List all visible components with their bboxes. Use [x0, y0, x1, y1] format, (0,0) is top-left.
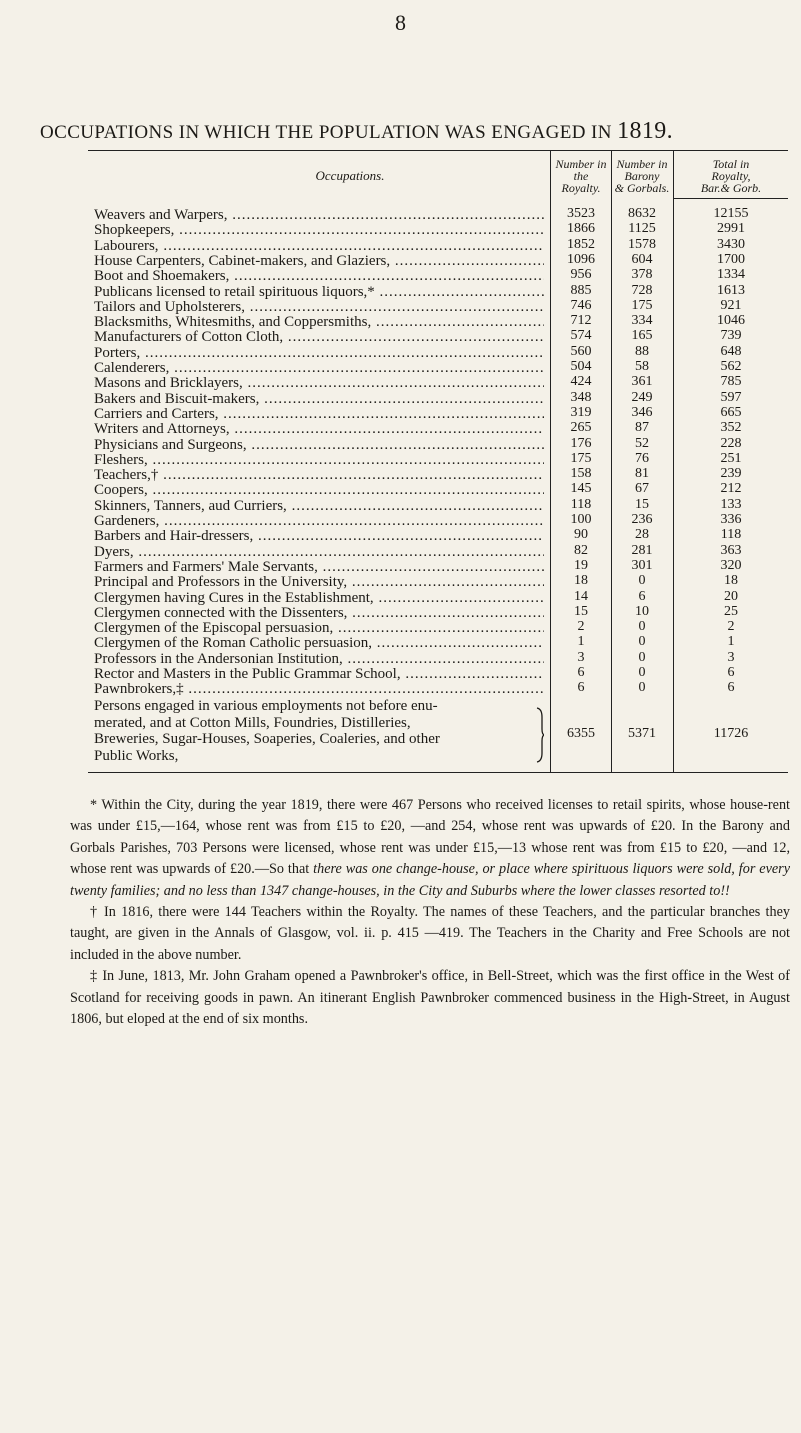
occupation-label: Publicans licensed to retail spirituous liquors,* ..... — [94, 283, 544, 301]
last-row-total: 11726 — [713, 726, 749, 741]
barony-value: 0 — [638, 573, 646, 589]
barony-value: 334 — [631, 313, 653, 329]
barony-value: 87 — [635, 420, 649, 436]
barony-value: 728 — [631, 282, 653, 298]
total-value: 6 — [727, 665, 735, 680]
barony-value: 6 — [638, 588, 646, 604]
footnotes — [70, 795, 790, 1030]
barony-value: 88 — [635, 343, 649, 359]
royalty-value: 1 — [577, 634, 585, 650]
barony-value: 0 — [638, 634, 646, 650]
total-value: 665 — [720, 404, 742, 420]
total-value: 1 — [727, 634, 735, 650]
header-barony-line: & Gorbals. — [614, 181, 670, 195]
footnote-dagger: † In 1816, there were 144 Teachers within the Royalty. The names of these Teachers, and the particular branches they taught, are given in the Annals of Glasgow, vol. ii. p. 415 —419. The Teachers in the Charity and Free Schools are not included in the above number. — [70, 904, 790, 963]
royalty-value: 504 — [570, 359, 592, 374]
total-value: 921 — [720, 297, 742, 313]
occupation-label: Manufacturers of Cotton Cloth, ..... — [94, 328, 544, 346]
royalty-value: 118 — [570, 496, 592, 512]
total-value: 648 — [720, 343, 742, 359]
barony-value: 76 — [635, 450, 649, 466]
title-text: OCCUPATIONS IN WHICH THE POPULATION WAS ENGAGED IN — [40, 122, 618, 143]
barony-value: 1125 — [628, 221, 656, 237]
total-value: 12155 — [713, 206, 749, 221]
occupation-label: Teachers,† ..... — [94, 466, 544, 484]
total-value: 785 — [720, 374, 742, 390]
occupation-label: Tailors and Upholsterers, ..... — [94, 298, 544, 316]
royalty-value: 348 — [570, 389, 592, 405]
occupation-label: Rector and Masters in the Public Grammar School, ..... — [94, 665, 544, 683]
occupation-label: Coopers, ..... — [94, 481, 544, 499]
total-value: 118 — [720, 527, 742, 543]
barony-value: 346 — [631, 404, 653, 420]
barony-value: 8632 — [628, 206, 656, 221]
barony-value: 0 — [638, 649, 646, 665]
occupation-label: Farmers and Farmers' Male Servants, ..... — [94, 558, 544, 576]
occupation-label: Carriers and Carters, ..... — [94, 405, 544, 423]
header-total-line: Total in — [712, 157, 750, 171]
royalty-value: 18 — [574, 573, 588, 589]
barony-value: 28 — [635, 527, 649, 543]
footnote-star-italic: there was one change-house, or place where spirituous liquors were sold, for every twenty families; and no less than 1347 change-houses, in the City and Suburbs where the lower classes resorted to!! — [70, 861, 790, 899]
page-title — [40, 118, 780, 145]
table-bottom-rule — [88, 772, 788, 773]
royalty-value: 424 — [570, 374, 592, 390]
occupation-label: Writers and Attorneys, ..... — [94, 420, 544, 438]
barony-value: 0 — [638, 665, 646, 680]
barony-value: 0 — [638, 619, 646, 635]
occupation-label: Professors in the Andersonian Institution, ..... — [94, 650, 544, 668]
royalty-value: 158 — [570, 466, 592, 482]
occupation-label: Masons and Bricklayers, ..... — [94, 374, 544, 392]
barony-value: 604 — [631, 251, 653, 267]
header-rule — [673, 198, 788, 199]
total-value: 3430 — [717, 236, 745, 252]
royalty-value: 319 — [570, 404, 592, 420]
title-year: 1819. — [617, 118, 674, 144]
total-value: 18 — [724, 573, 738, 589]
total-value: 320 — [720, 557, 742, 573]
royalty-value: 14 — [574, 588, 588, 604]
total-value: 239 — [720, 466, 742, 482]
total-value: 251 — [720, 450, 742, 466]
barony-value: 52 — [635, 435, 649, 451]
header-barony — [612, 158, 672, 194]
occupation-label: Clergymen having Cures in the Establishment, ..... — [94, 589, 544, 607]
last-row-barony: 5371 — [628, 726, 656, 741]
total-value: 6 — [727, 680, 735, 696]
occupation-label: Barbers and Hair-dressers, ..... — [94, 527, 544, 545]
header-occupations: Occupations. — [315, 168, 385, 183]
royalty-value: 82 — [574, 542, 588, 558]
royalty-value: 956 — [570, 267, 592, 283]
royalty-value: 885 — [570, 282, 592, 298]
occupation-label: Pawnbrokers,‡ ..... — [94, 680, 544, 698]
last-row-line: Breweries, Sugar-Houses, Soaperies, Coaleries, and other — [94, 731, 440, 747]
total-value: 2991 — [717, 221, 745, 237]
occupation-label: Principal and Professors in the University, ..... — [94, 573, 544, 591]
total-value: 212 — [720, 481, 742, 497]
occupation-label: Boot and Shoemakers, ..... — [94, 267, 544, 285]
header-royalty — [551, 158, 611, 194]
total-value: 597 — [720, 389, 742, 405]
royalty-value: 6 — [577, 680, 585, 696]
total-value: 1046 — [717, 313, 745, 329]
royalty-value: 1866 — [567, 221, 595, 237]
barony-value: 81 — [635, 466, 649, 482]
total-value: 25 — [724, 603, 738, 619]
occupation-label: Fleshers, ..... — [94, 451, 544, 469]
royalty-value: 100 — [570, 512, 592, 527]
royalty-value: 145 — [570, 481, 592, 497]
header-total-line: Bar.& Gorb. — [700, 181, 762, 195]
royalty-value: 3523 — [567, 206, 595, 221]
occupation-label: Calenderers, ..... — [94, 359, 544, 377]
total-value: 363 — [720, 542, 742, 558]
page-number: 8 — [395, 10, 406, 35]
royalty-value: 574 — [570, 328, 592, 344]
royalty-value: 176 — [570, 435, 592, 451]
occupation-label: Blacksmiths, Whitesmiths, and Coppersmiths, ..... — [94, 313, 544, 331]
total-value: 336 — [720, 512, 742, 527]
header-royalty-line: Number in — [555, 157, 607, 171]
royalty-value: 6 — [577, 665, 585, 680]
footnote-star — [70, 795, 790, 902]
royalty-value: 19 — [574, 557, 588, 573]
royalty-value: 1852 — [567, 236, 595, 252]
royalty-value: 265 — [570, 420, 592, 436]
royalty-value: 175 — [570, 450, 592, 466]
footnote-star-text: * Within the City, during the year 1819, there were 467 Persons who received licenses to retail spirits, whose house-rent was under £15,—164, whose rent was from £15 to £20, —and 254, whose rent was upwards of £20. In the Barony and Gorbals Parishes, 703 Persons were licensed, whose rent was under £15,—13 whose rent was from £15 to £20, —and 12, whose rent was upwards of £20.—So that — [70, 797, 790, 878]
total-value: 228 — [720, 435, 742, 451]
barony-value: 175 — [631, 297, 653, 313]
header-royalty-line: Royalty. — [561, 181, 601, 195]
barony-value: 10 — [635, 603, 649, 619]
royalty-value: 90 — [574, 527, 588, 543]
occupation-label: Porters, ..... — [94, 344, 544, 362]
table-top-rule — [88, 150, 788, 151]
barony-value: 236 — [631, 512, 653, 527]
last-row-line: merated, and at Cotton Mills, Foundries, Distilleries, — [94, 714, 411, 731]
barony-value: 249 — [631, 389, 653, 405]
total-value: 352 — [720, 420, 742, 436]
footnote-double-dagger: ‡ In June, 1813, Mr. John Graham opened a Pawnbroker's office, in Bell-Street, which was the first office in the West of Scotland for receiving goods in pawn. An itinerant English Pawnbroker commenced business in the High-Street, in August 1806, but eloped at the end of six months. — [70, 968, 790, 1028]
total-value: 1700 — [717, 251, 745, 267]
header-royalty-line: the — [573, 169, 589, 183]
occupation-label: Labourers, ..... — [94, 237, 544, 255]
royalty-value: 560 — [570, 343, 592, 359]
occupation-label: Weavers and Warpers, ..... — [94, 206, 544, 224]
header-barony-line: Number in — [616, 157, 668, 171]
total-value: 562 — [720, 359, 742, 374]
total-value: 739 — [720, 328, 742, 344]
royalty-value: 1096 — [567, 251, 595, 267]
barony-value: 165 — [631, 328, 653, 344]
royalty-value: 3 — [577, 649, 585, 665]
occupation-label: Physicians and Surgeons, ..... — [94, 436, 544, 454]
occupation-label: Gardeners, ..... — [94, 512, 544, 530]
total-value: 2 — [727, 619, 735, 635]
total-value: 3 — [727, 649, 735, 665]
occupation-label: Skinners, Tanners, aud Curriers, ..... — [94, 497, 544, 515]
occupation-label: Bakers and Biscuit-makers, ..... — [94, 390, 544, 408]
last-row-label — [94, 698, 554, 764]
last-row-royalty: 6355 — [567, 726, 595, 741]
occupation-label: Clergymen connected with the Dissenters, ..... — [94, 604, 544, 622]
occupation-label: Clergymen of the Episcopal persuasion, ..... — [94, 619, 544, 637]
barony-value: 281 — [631, 542, 653, 558]
barony-value: 301 — [631, 557, 653, 573]
barony-value: 15 — [635, 496, 649, 512]
header-total-line: Royalty, — [711, 169, 751, 183]
occupation-label: Clergymen of the Roman Catholic persuasion, ..... — [94, 634, 544, 652]
royalty-value: 15 — [574, 603, 588, 619]
occupation-label: Shopkeepers, ..... — [94, 221, 544, 239]
last-row-line: Public Works, — [94, 747, 179, 764]
header-barony-line: Barony — [624, 169, 660, 183]
barony-value: 58 — [635, 359, 649, 374]
royalty-value: 746 — [570, 297, 592, 313]
barony-value: 0 — [638, 680, 646, 696]
royalty-value: 712 — [570, 313, 592, 329]
occupation-label: House Carpenters, Cabinet-makers, and Glaziers, ..... — [94, 252, 544, 270]
royalty-value: 2 — [577, 619, 585, 635]
total-value: 1334 — [717, 267, 745, 283]
header-total — [674, 158, 788, 194]
right-brace-icon — [536, 707, 544, 763]
barony-value: 67 — [635, 481, 649, 497]
table-row — [94, 680, 784, 698]
total-value: 133 — [720, 496, 742, 512]
barony-value: 361 — [631, 374, 653, 390]
total-value: 20 — [724, 588, 738, 604]
barony-value: 1578 — [628, 236, 656, 252]
last-row-line: Persons engaged in various employments not before enu- — [94, 698, 438, 714]
total-value: 1613 — [717, 282, 745, 298]
barony-value: 378 — [631, 267, 653, 283]
occupation-label: Dyers, ..... — [94, 543, 544, 561]
